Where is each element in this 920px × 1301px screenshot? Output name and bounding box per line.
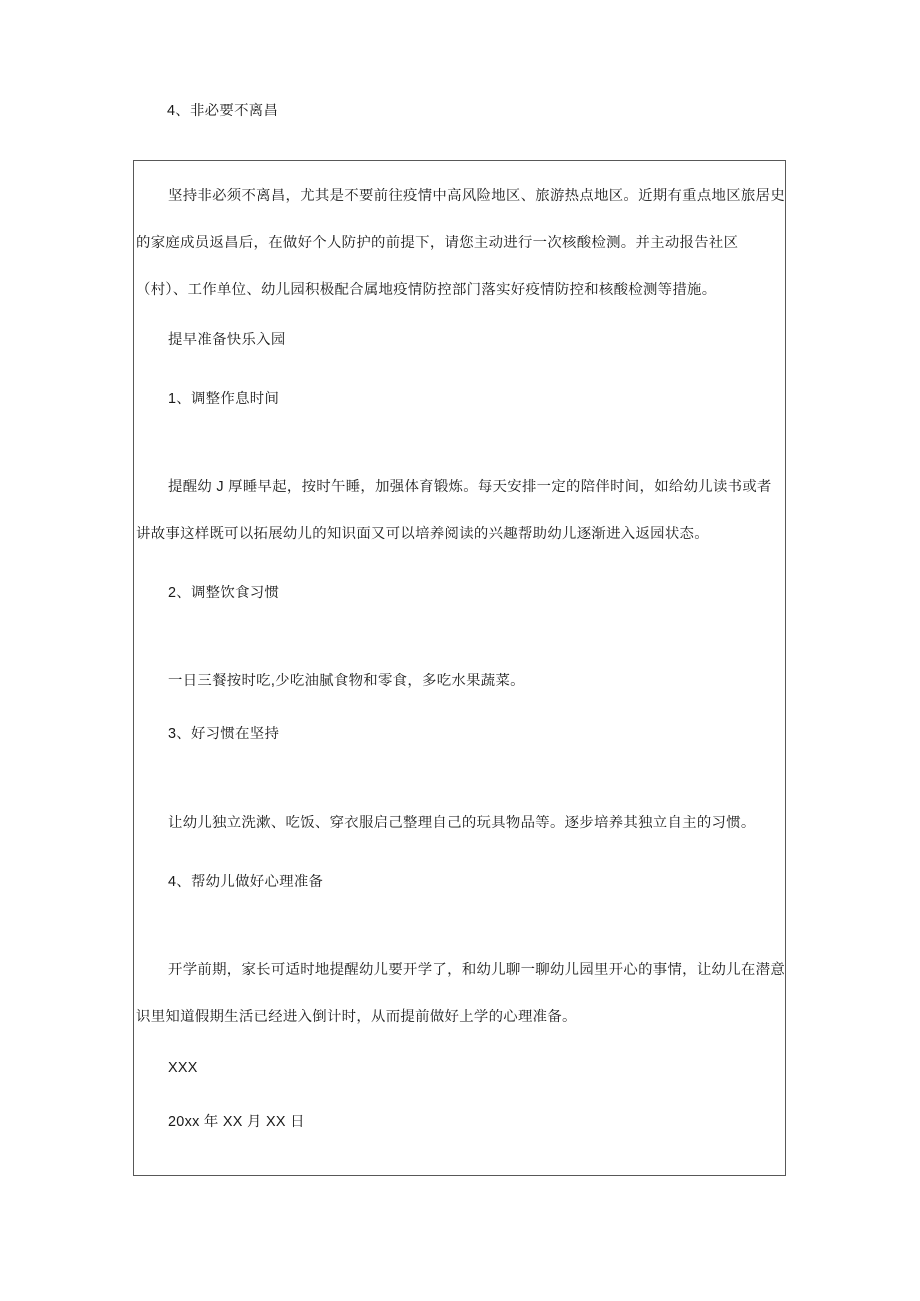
paragraph-school-reminder: 开学前期，家长可适时地提醒幼儿要开学了，和幼儿聊一聊幼儿园里开心的事情，让幼儿在潜意识里知道假期生活已经进入倒计时，从而提前做好上学的心理准备。 — [136, 962, 786, 1025]
heading-adjust-schedule: 1、调整作息时间 — [168, 391, 280, 407]
heading-keep-good-habits: 3、好习惯在坚持 — [168, 726, 280, 742]
heading-prepare-for-kindergarten: 提早准备快乐入园 — [168, 332, 286, 348]
date-line: 20xx 年 XX 月 XX 日 — [168, 1114, 305, 1130]
heading-adjust-diet: 2、调整饮食习惯 — [168, 585, 280, 601]
paragraph-three-meals: 一日三餐按时吃,少吃油腻食物和零食，多吃水果蔬菜。 — [168, 673, 525, 689]
paragraph-independence-habits: 让幼儿独立洗漱、吃饭、穿衣服启己整理自己的玩具物品等。逐步培养其独立自主的习惯。 — [168, 815, 756, 831]
signature-line: XXX — [168, 1060, 198, 1076]
paragraph-sleep-routine: 提醒幼 J 厚睡早起，按时午睡，加强体育锻炼。每天安排一定的陪伴时间，如给幼儿读书或者讲故事这样既可以拓展幼儿的知识面又可以培养阅读的兴趣帮助幼儿逐渐进入返园状态。 — [136, 479, 772, 542]
heading-mental-preparation: 4、帮幼儿做好心理准备 — [168, 874, 324, 890]
paragraph-stay-in-city: 坚持非必须不离昌，尤其是不要前往疫情中高风险地区、旅游热点地区。近期有重点地区旅居史的家庭成员返昌后，在做好个人防护的前提下，请您主动进行一次核酸检测。并主动报告社区（村）、工作单位、幼儿园积极配合属地疫情防控部门落实好疫情防控和核酸检测等措施。 — [136, 188, 786, 298]
notice-text-box — [133, 160, 786, 1176]
section-heading-outside-box: 4、非必要不离昌 — [167, 103, 279, 119]
